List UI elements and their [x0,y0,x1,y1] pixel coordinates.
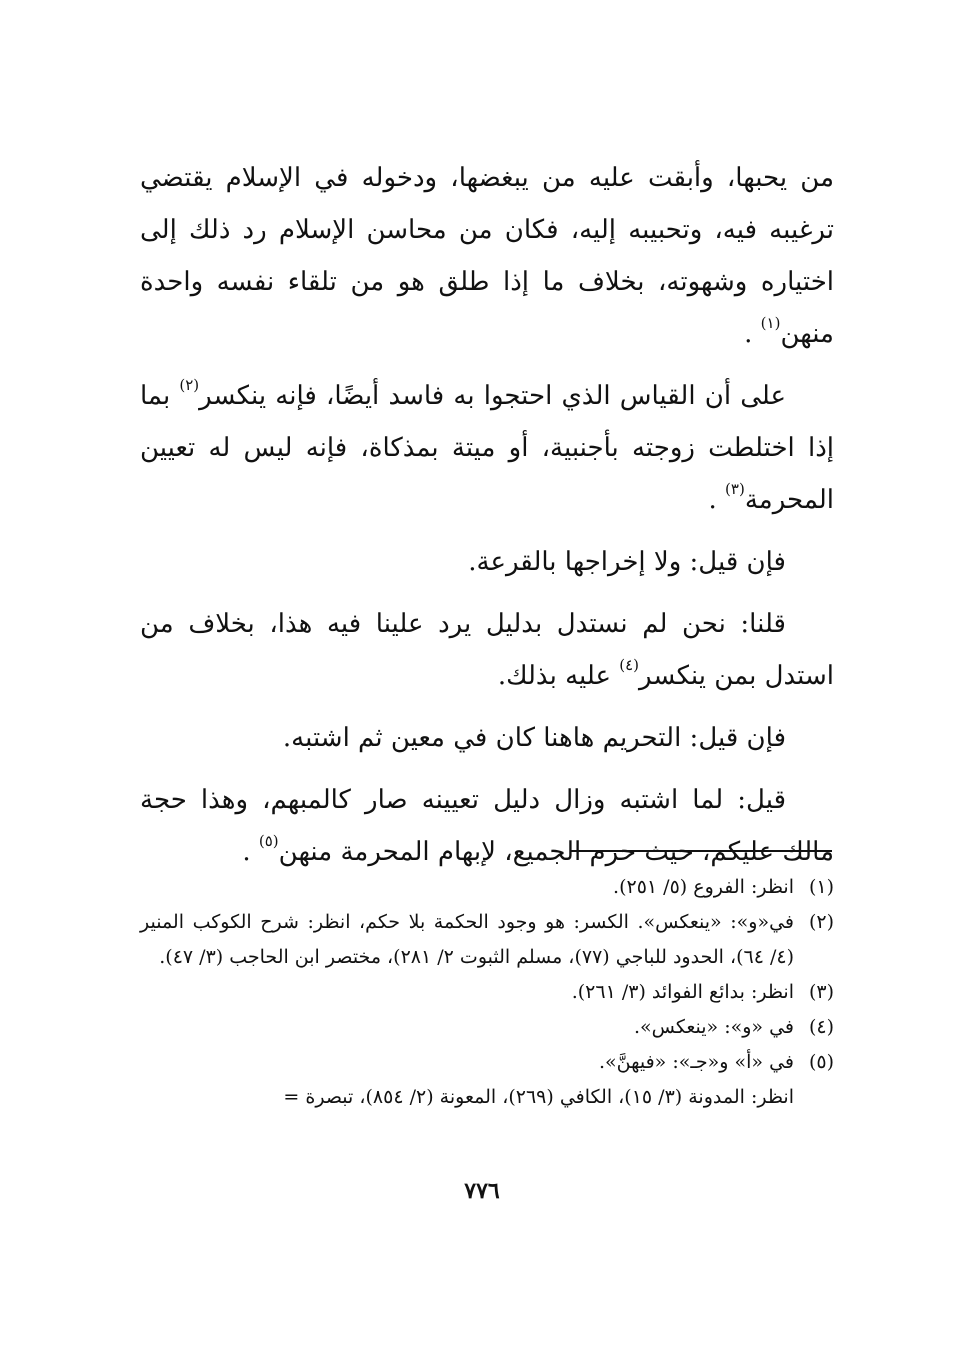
footnote-ref-3[interactable]: (٣) [725,480,745,498]
footnote-number: (١) [808,876,834,898]
paragraph-5: فإن قيل: التحريم هاهنا كان في معين ثم اشتبه. [282,723,786,753]
paragraph-6: قيل: لما اشتبه وزال دليل تعيينه صار كالمبهم، وهذا حجة مالك عليكم، حيث حرم الجميع، لإبهام المحرمة منهن$^{(٥)}$ . [140,785,834,867]
footnote-5 [140,1045,834,1080]
footnote-number: (٣) [808,981,834,1003]
footnote-text: في «أ» و«جـ»: «فيهنَّ». [598,1051,794,1073]
footnote-4 [140,1010,834,1045]
footnote-2 [140,905,834,975]
main-text [140,152,834,888]
paragraph-2: على أن القياس الذي احتجوا به فاسد أيضًا، فإنه ينكسر$^{(٢)}$ بما إذا اختلطت زوجته بأجنبية، أو ميتة بمذكاة، فإنه ليس له تعيين المحرمة$^{(٣)}$ . [140,376,834,515]
footnote-1 [140,870,834,905]
footnote-ref-2[interactable]: (٢) [179,376,200,394]
page-number: ٧٧٦ [464,1178,500,1204]
footnote-ref-4[interactable]: (٤) [619,656,640,674]
paragraph-4: قلنا: نحن لم نستدل بدليل يرد علينا فيه هذا، بخلاف من استدل بمن ينكسر$^{(٤)}$ عليه بذلك. [140,609,834,691]
footnote-text: في«و»: «ينعكس». الكسر: هو وجود الحكمة بلا حكم، انظر: شرح الكوكب المنير (٤/ ٦٤)، الحدود للباجي (٧٧)، مسلم الثبوت ٢/ ٢٨١)، مختصر ابن الحاجب (٣/ ٤٧). [140,911,794,968]
footnote-3 [140,975,834,1010]
footnote-text: انظر: الفروع (٥/ ٢٥١). [613,876,794,898]
footnote-number: (٢) [808,911,834,933]
paragraph-1: من يحبها، وأبقت عليه من يبغضها، ودخوله في الإسلام يقتضي ترغيبه فيه، وتحبيبه إليه، فكان من محاسن الإسلام رد ذلك إلى اختياره وشهوته، بخلاف ما إذا طلق هو من تلقاء نفسه واحدة منهن$^{(١)}$ . [140,163,834,349]
footnote-separator [570,850,832,852]
footnote-continuation [140,1080,834,1115]
paragraph-3: فإن قيل: ولا إخراجها بالقرعة. [468,547,786,577]
footnote-text: في «و»: «ينعكس». [633,1016,794,1038]
footnote-ref-1[interactable]: (١) [760,314,781,332]
footnote-number: (٥) [808,1051,834,1073]
footnotes [140,870,834,1115]
footnote-text: انظر: بدائع الفوائد (٣/ ٢٦١). [571,981,794,1003]
footnote-continuation-text: انظر: المدونة (٣/ ١٥)، الكافي (٢٦٩)، المعونة (٢/ ٨٥٤)، تبصرة = [283,1086,794,1108]
footnote-ref-5[interactable]: (٥) [258,832,279,850]
footnote-number: (٤) [808,1016,834,1038]
